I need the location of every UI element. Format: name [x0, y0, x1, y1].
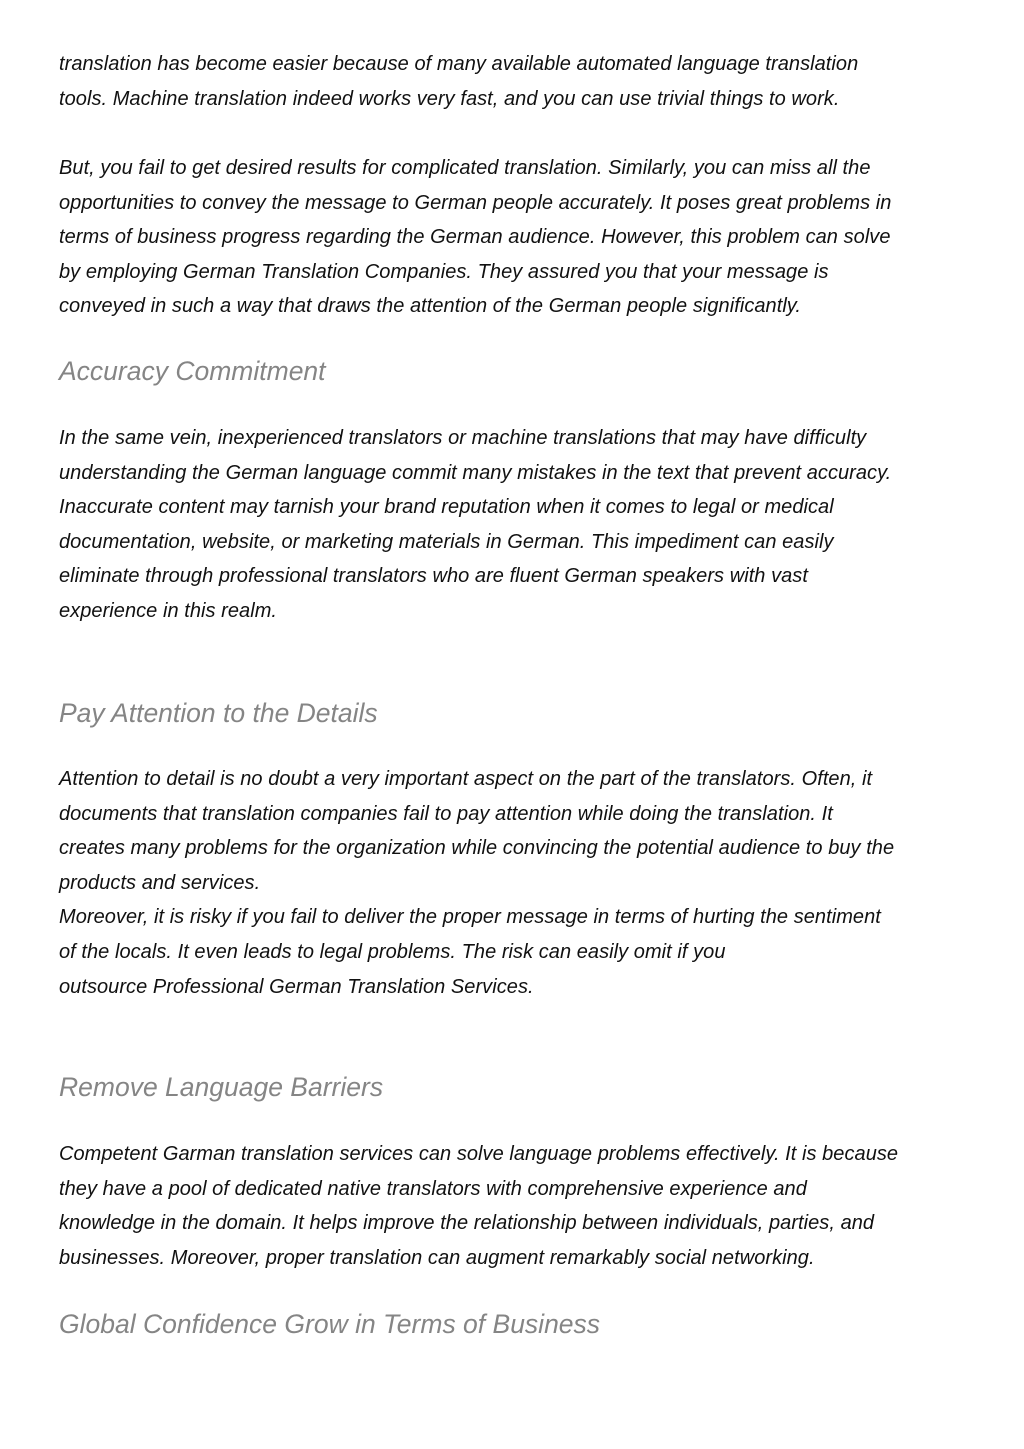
paragraph-line: opportunities to convey the message to German people accurately. It poses great problems in [59, 191, 892, 214]
section-heading-global-confidence: Global Confidence Grow in Terms of Business [59, 1309, 601, 1339]
paragraph-line: products and services. [59, 871, 261, 894]
barriers-paragraph [59, 1137, 898, 1275]
paragraph-line: knowledge in the domain. It helps improve the relationship between individuals, parties, and [59, 1212, 875, 1235]
paragraph-line: Moreover, it is risky if you fail to deliver the proper message in terms of hurting the sentiment [59, 906, 881, 929]
intro-paragraph [59, 47, 858, 116]
paragraph-line: documents that translation companies fail to pay attention while doing the translation. It [59, 802, 833, 825]
paragraph-line: tools. Machine translation indeed works very fast, and you can use trivial things to work. [59, 87, 840, 110]
problem-paragraph [59, 151, 891, 324]
section-heading-remove-language-barriers: Remove Language Barriers [59, 1072, 384, 1102]
paragraph-line: eliminate through professional translators who are fluent German speakers with vast [59, 565, 808, 588]
paragraph-line: by employing German Translation Companies. They assured you that your message is [59, 260, 829, 283]
paragraph-line: of the locals. It even leads to legal problems. The risk can easily omit if you [59, 940, 726, 963]
paragraph-line: outsource Professional German Translation Services. [59, 975, 534, 998]
section-heading-accuracy-commitment: Accuracy Commitment [59, 356, 326, 386]
details-paragraph [59, 762, 894, 1004]
paragraph-line: terms of business progress regarding the German audience. However, this problem can solve [59, 226, 891, 249]
paragraph-line: creates many problems for the organization while convincing the potential audience to buy the [59, 837, 895, 860]
paragraph-line: In the same vein, inexperienced translators or machine translations that may have difficulty [59, 427, 867, 449]
paragraph-line: experience in this realm. [59, 599, 278, 622]
paragraph-line: understanding the German language commit many mistakes in the text that prevent accuracy. [59, 461, 892, 484]
paragraph-line: documentation, website, or marketing materials in German. This impediment can easily [59, 530, 834, 553]
paragraph-line: businesses. Moreover, proper translation can augment remarkably social networking. [59, 1246, 815, 1269]
paragraph-line: they have a pool of dedicated native translators with comprehensive experience and [59, 1177, 807, 1200]
paragraph-line: conveyed in such a way that draws the attention of the German people significantly. [59, 295, 801, 318]
accuracy-paragraph [59, 421, 891, 629]
paragraph-line: Competent Garman translation services can solve language problems effectively. It is because [59, 1143, 899, 1165]
paragraph-line: translation has become easier because of many available automated language translation [59, 53, 859, 75]
paragraph-line: Attention to detail is no doubt a very important aspect on the part of the translators. Often, it [59, 768, 873, 790]
paragraph-line: But, you fail to get desired results for complicated translation. Similarly, you can miss all the [59, 157, 871, 179]
section-heading-pay-attention: Pay Attention to the Details [59, 698, 378, 728]
paragraph-line: Inaccurate content may tarnish your brand reputation when it comes to legal or medical [59, 496, 834, 519]
